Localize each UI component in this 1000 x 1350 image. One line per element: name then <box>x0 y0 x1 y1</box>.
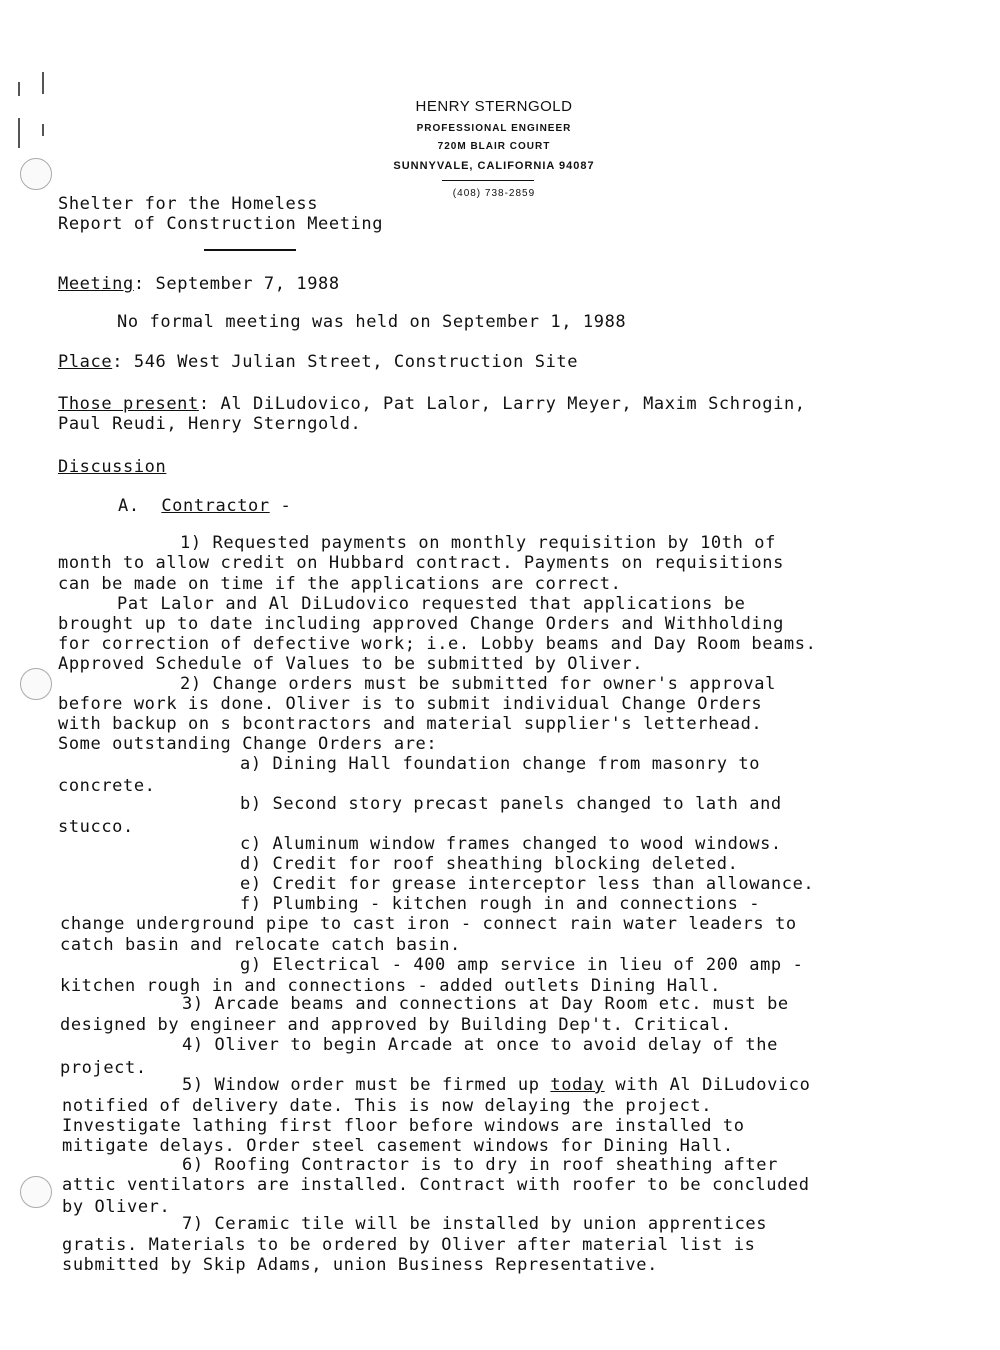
title-rule <box>204 249 296 251</box>
body-line: attic ventilators are installed. Contract with roofer to be concluded <box>62 1175 810 1195</box>
body-line: change underground pipe to cast iron - connect rain water leaders to <box>60 914 797 934</box>
body-line: gratis. Materials to be ordered by Oliver after material list is <box>62 1235 756 1255</box>
binder-hole-bottom <box>20 1176 52 1208</box>
doc-subtitle: Report of Construction Meeting <box>58 214 384 234</box>
body-line: 4) Oliver to begin Arcade at once to avoid delay of the <box>182 1035 778 1055</box>
section-heading <box>118 496 291 516</box>
body-line: Some outstanding Change Orders are: <box>58 734 438 754</box>
present-names-cont: Paul Reudi, Henry Sterngold. <box>58 414 362 434</box>
meeting-line <box>58 274 340 294</box>
margin-mark <box>18 82 20 96</box>
body-line: 3) Arcade beams and connections at Day Room etc. must be <box>182 994 789 1014</box>
body-line: Pat Lalor and Al DiLudovico requested that applications be <box>117 594 746 614</box>
letterhead-name: HENRY STERNGOLD <box>415 98 573 115</box>
discussion-heading: Discussion <box>58 457 167 477</box>
letterhead-street: 720M BLAIR COURT <box>437 141 551 152</box>
body-line: g) Electrical - 400 amp service in lieu of 200 amp - <box>240 955 804 975</box>
body-line: mitigate delays. Order steel casement windows for Dining Hall. <box>62 1136 734 1156</box>
letterhead-title: PROFESSIONAL ENGINEER <box>416 123 572 134</box>
letterhead-city: SUNNYVALE, CALIFORNIA 94087 <box>393 160 595 172</box>
body-line: 5) Window order must be firmed up today with Al DiLudovico <box>182 1075 811 1095</box>
section-letter: A. <box>118 496 140 516</box>
body-line: can be made on time if the applications are correct. <box>58 574 622 594</box>
body-line: 6) Roofing Contractor is to dry in roof sheathing after <box>182 1155 778 1175</box>
body-line: d) Credit for roof sheathing blocking deleted. <box>240 854 739 874</box>
body-line: submitted by Skip Adams, union Business Representative. <box>62 1255 658 1275</box>
body-line: brought up to date including approved Change Orders and Withholding <box>58 614 784 634</box>
section-title: Contractor <box>161 496 270 516</box>
body-line: by Oliver. <box>62 1197 171 1217</box>
meeting-label: Meeting <box>58 274 134 294</box>
body-line: with backup on s bcontractors and material supplier's letterhead. <box>58 714 763 734</box>
place-line <box>58 352 578 372</box>
body-line: designed by engineer and approved by Building Dep't. Critical. <box>60 1015 732 1035</box>
body-line: Investigate lathing first floor before windows are installed to <box>62 1116 745 1136</box>
body-line: concrete. <box>58 776 156 796</box>
body-line: 2) Change orders must be submitted for owner's approval <box>180 674 776 694</box>
doc-title: Shelter for the Homeless <box>58 194 319 214</box>
body-line: project. <box>60 1058 147 1078</box>
body-line: kitchen rough in and connections - added outlets Dining Hall. <box>60 976 721 996</box>
body-line: e) Credit for grease interceptor less than allowance. <box>240 874 815 894</box>
letterhead-phone: (408) 738-2859 <box>452 188 536 199</box>
present-line <box>58 394 806 414</box>
present-names: : Al DiLudovico, Pat Lalor, Larry Meyer, Maxim Schrogin, <box>198 394 806 414</box>
body-line: month to allow credit on Hubbard contract. Payments on requisitions <box>58 553 784 573</box>
place-label: Place <box>58 352 113 372</box>
body-line: for correction of defective work; i.e. Lobby beams and Day Room beams. <box>58 634 817 654</box>
margin-mark <box>42 72 44 94</box>
body-line: notified of delivery date. This is now delaying the project. <box>62 1096 713 1116</box>
today-emphasis: today <box>550 1075 605 1095</box>
letterhead-rule <box>442 180 534 181</box>
place-value: : 546 West Julian Street, Construction Site <box>112 352 579 372</box>
body-line: 1) Requested payments on monthly requisition by 10th of <box>180 533 776 553</box>
body-line: b) Second story precast panels changed to lath and <box>240 794 782 814</box>
body-line: before work is done. Oliver is to submit individual Change Orders <box>58 694 763 714</box>
body-line: a) Dining Hall foundation change from masonry to <box>240 754 761 774</box>
body-line: f) Plumbing - kitchen rough in and connections - <box>240 894 761 914</box>
body-line: Approved Schedule of Values to be submitted by Oliver. <box>58 654 644 674</box>
body-line: stucco. <box>58 817 134 837</box>
body-line: c) Aluminum window frames changed to wood windows. <box>240 834 782 854</box>
body-line: catch basin and relocate catch basin. <box>60 935 461 955</box>
section-dash: - <box>269 496 292 516</box>
body-line: 7) Ceramic tile will be installed by union apprentices <box>182 1214 768 1234</box>
present-label: Those present <box>58 394 199 414</box>
meeting-date: : September 7, 1988 <box>133 274 340 294</box>
binder-hole-middle <box>20 668 52 700</box>
meeting-note: No formal meeting was held on September 1, 1988 <box>117 312 627 332</box>
